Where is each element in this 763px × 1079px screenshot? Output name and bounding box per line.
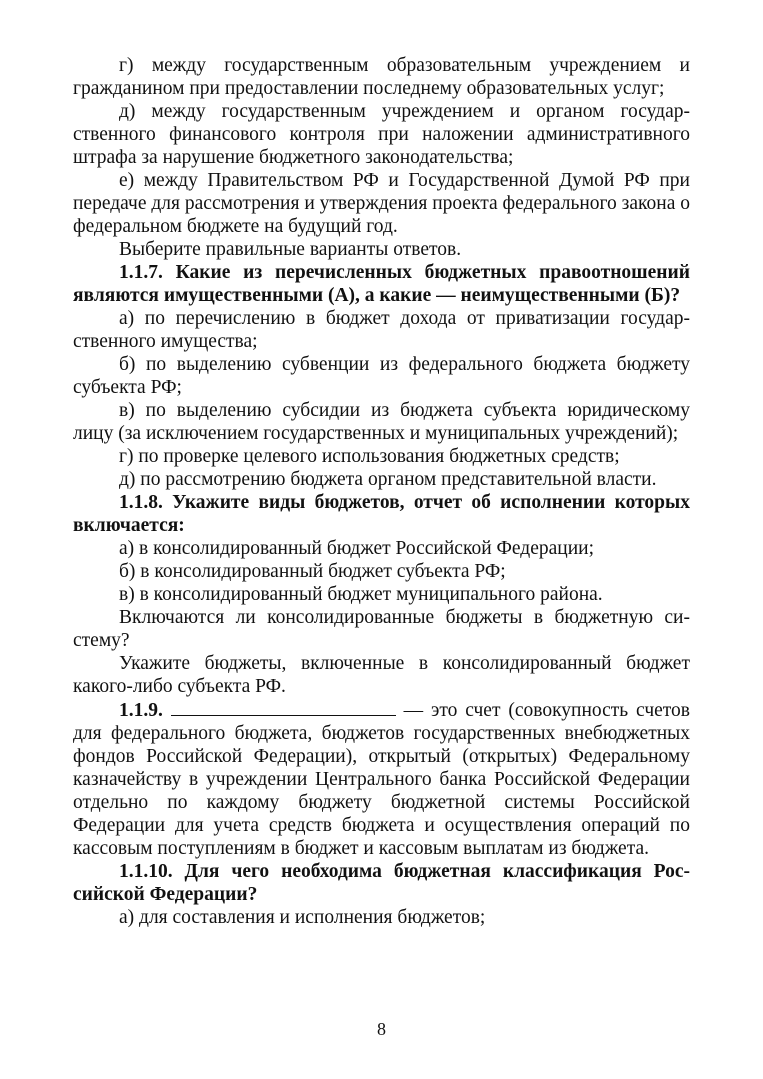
question-1-1-7: 1.1.7. Какие из перечисленных бюджетных правоотношений являются имущественными (А), а какие — неимущественными (Б)? bbox=[73, 262, 690, 306]
option-v-consolidated-municipal: в) в консолидированный бюджет муниципального района. bbox=[119, 584, 603, 605]
option-d-budget-review: д) по рассмотрению бюджета органом представительной власти. bbox=[119, 469, 657, 490]
option-a-privatization: а) по перечислению в бюджет дохода от приватизации государственного имущества; bbox=[73, 308, 690, 352]
option-v-subsidy: в) по выделению субсидии из бюджета субъекта юридическому лицу (за исключением государственных и муниципальных учреждений); bbox=[73, 400, 690, 444]
option-b-consolidated-subject: б) в консолидированный бюджет субъекта РФ; bbox=[119, 561, 506, 582]
page-number: 8 bbox=[377, 1019, 386, 1039]
option-g-target-use: г) по проверке целевого использования бюджетных средств; bbox=[119, 446, 620, 467]
fill-in-blank bbox=[171, 698, 396, 716]
option-b-subvention: б) по выделению субвенции из федерального бюджета бюджету субъекта РФ; bbox=[73, 354, 690, 398]
option-a-consolidated-rf: а) в консолидированный бюджет Российской Федерации; bbox=[119, 538, 595, 559]
question-included-in-system: Включаются ли консолидированные бюджеты в бюджетную систему? bbox=[73, 607, 690, 651]
question-1-1-10: 1.1.10. Для чего необходима бюджетная классификация Российской Федерации? bbox=[73, 861, 690, 905]
question-1-1-8: 1.1.8. Укажите виды бюджетов, отчет об исполнении которых включается: bbox=[73, 492, 690, 536]
question-1-1-9 bbox=[73, 698, 690, 860]
answer-g-education: г) между государственным образовательным учреждением и гражданином при предоставлении последнему образовательных услуг; bbox=[73, 55, 690, 99]
instruction-choose-answers: Выберите правильные варианты ответов. bbox=[119, 239, 462, 260]
option-a-compile-budgets: а) для составления и исполнения бюджетов; bbox=[119, 907, 486, 928]
answer-d-financial-control: д) между государственным учреждением и органом государственного финансового контроля при наложении административного штрафа за нарушение бюджетного законодательства; bbox=[73, 101, 690, 168]
question-1-1-9-number: 1.1.9. bbox=[119, 700, 163, 721]
answer-e-government-duma: е) между Правительством РФ и Государственной Думой РФ при передаче для рассмотрения и утверждения проекта федерального закона о федеральном бюджете на будущий год. bbox=[73, 170, 690, 237]
page-body bbox=[73, 54, 690, 929]
question-1-1-9-text: — это счет (совокупность счетов для федерального бюджета, бюджетов государственных внебюджетных фондов Российской Федерации), открытый (открытых) Федеральному казначейству в учреждении Центрального банка Российской Федерации отдельно по каждому бюджету бюджетной системы Российской Федерации для учета средств бюджета и осуществления операций по кассовым поступлениям в бюджет и кассовым выплатам из бюджета. bbox=[73, 700, 691, 859]
question-list-budgets: Укажите бюджеты, включенные в консолидированный бюджет какого-либо субъекта РФ. bbox=[73, 653, 690, 697]
